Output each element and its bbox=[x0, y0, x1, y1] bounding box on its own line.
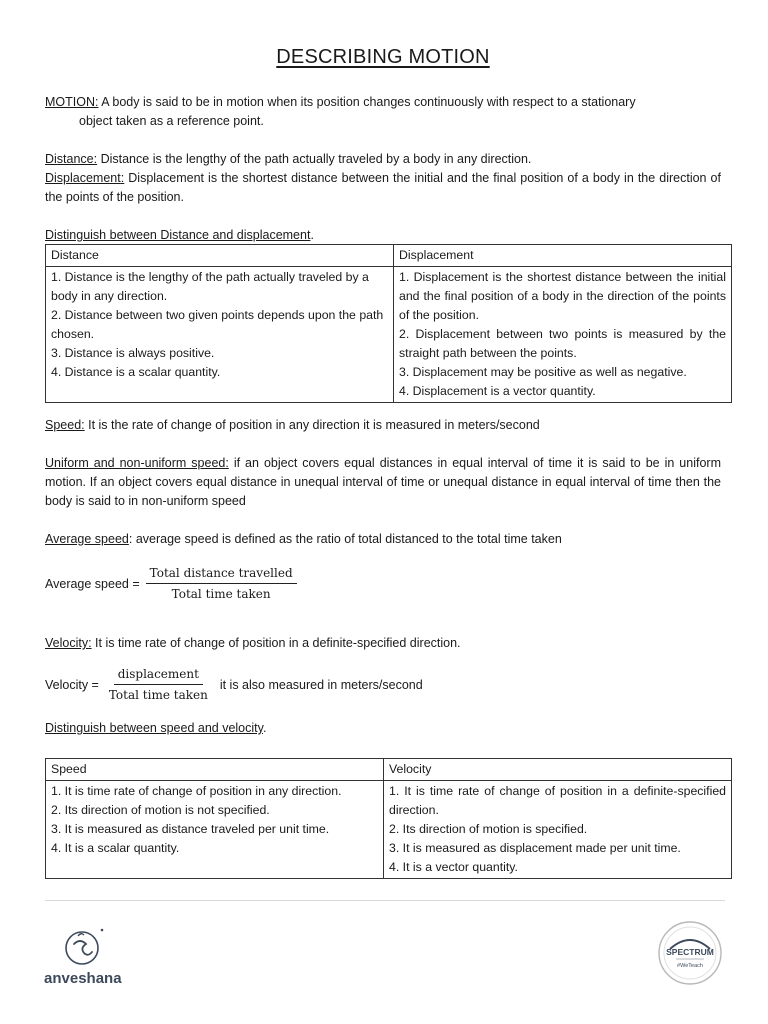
motion-text-2: object taken as a reference point. bbox=[79, 114, 264, 128]
table1-heading-text: Distinguish between Distance and displacement bbox=[45, 228, 311, 242]
table-item: 4. It is a vector quantity. bbox=[389, 860, 518, 874]
table-header-row bbox=[46, 245, 732, 267]
average-text: : average speed is defined as the ratio of total distanced to the total time taken bbox=[128, 532, 562, 546]
table1-heading-tail: . bbox=[310, 228, 314, 242]
spectrum-seal-icon bbox=[656, 919, 724, 987]
displacement-colon: : bbox=[120, 171, 125, 185]
spectrum-seal-text: SPECTRUM bbox=[666, 947, 714, 957]
uniform-term: Uniform and non-uniform speed bbox=[45, 456, 226, 470]
table-item: 4. Displacement is a vector quantity. bbox=[399, 384, 596, 398]
distance-displacement-table bbox=[45, 244, 732, 403]
velocity-fraction bbox=[105, 667, 212, 702]
distance-term: Distance: bbox=[45, 152, 98, 166]
table-item: 2. Its direction of motion is not specified. bbox=[51, 803, 270, 817]
spectrum-logo bbox=[656, 919, 724, 987]
anveshana-logo bbox=[44, 924, 134, 990]
displacement-definition bbox=[45, 169, 721, 207]
table-item: 2. Its direction of motion is specified. bbox=[389, 822, 588, 836]
distance-definition bbox=[45, 150, 721, 169]
table-cell bbox=[384, 781, 732, 879]
velocity-formula-tail: it is also measured in meters/second bbox=[219, 677, 423, 692]
table-row bbox=[46, 781, 732, 879]
table-item: 3. It is measured as distance traveled per unit time. bbox=[51, 822, 330, 836]
displacement-text: Displacement is the shortest distance between the initial and the final position of a body in the direction of the points of the position. bbox=[45, 171, 721, 204]
speed-term: Speed: bbox=[45, 418, 85, 432]
table-cell bbox=[46, 781, 384, 879]
velocity-term: Velocity bbox=[45, 636, 89, 650]
table-item: 3. Displacement may be positive as well as negative. bbox=[399, 365, 687, 379]
average-denominator: Total time taken bbox=[171, 587, 271, 601]
table-header-row bbox=[46, 759, 732, 781]
average-speed-definition bbox=[45, 530, 721, 549]
table-item: 2. Distance between two given points depends upon the path chosen. bbox=[51, 308, 384, 341]
table2-heading-text: Distinguish between speed and velocity bbox=[45, 721, 263, 735]
table-item: 4. Distance is a scalar quantity. bbox=[51, 365, 221, 379]
average-term: Average speed bbox=[45, 532, 129, 546]
table2-heading-tail: . bbox=[262, 721, 267, 735]
velocity-definition bbox=[45, 634, 721, 653]
table2-heading bbox=[45, 719, 721, 738]
footer-divider bbox=[45, 900, 725, 901]
average-formula-label: Average speed = bbox=[45, 576, 140, 591]
spectrum-seal-tag: #WeTeach bbox=[677, 963, 703, 969]
table-item: 3. It is measured as displacement made per unit time. bbox=[389, 841, 681, 855]
table-item: 1. Distance is the lengthy of the path actually traveled by a body in any direction. bbox=[51, 270, 369, 303]
table-item: 1. Displacement is the shortest distance between the initial and the final position of a body in the direction of the points of the position. bbox=[399, 270, 726, 322]
table-item: 3. Distance is always positive. bbox=[51, 346, 215, 360]
motion-definition bbox=[45, 93, 721, 131]
table-cell bbox=[394, 267, 732, 403]
motion-term: MOTION: bbox=[45, 95, 99, 109]
table1-heading bbox=[45, 226, 721, 245]
speed-text: It is the rate of change of position in any direction it is measured in meters/second bbox=[84, 418, 540, 432]
anveshana-emblem-icon bbox=[62, 924, 106, 970]
table-header-cell: Speed bbox=[46, 759, 384, 781]
table-cell bbox=[46, 267, 394, 403]
table-row bbox=[46, 267, 732, 403]
speed-definition bbox=[45, 416, 721, 435]
velocity-text: It is time rate of change of position in a definite-specified direction. bbox=[91, 636, 461, 650]
anveshana-wordmark: anveshana bbox=[44, 970, 122, 987]
motion-text-1: A body is said to be in motion when its position changes continuously with respect to a stationary bbox=[98, 95, 636, 109]
table-header-cell: Displacement bbox=[394, 245, 732, 267]
table-item: 2. Displacement between two points is measured by the straight path between the points. bbox=[399, 327, 726, 360]
table-item: 1. It is time rate of change of position in a definite-specified direction. bbox=[389, 784, 726, 817]
page-title: DESCRIBING MOTION bbox=[276, 46, 490, 68]
average-numerator: Total distance travelled bbox=[146, 566, 297, 584]
table-item: 1. It is time rate of change of position in any direction. bbox=[51, 784, 342, 798]
velocity-formula bbox=[45, 667, 423, 702]
table-item: 4. It is a scalar quantity. bbox=[51, 841, 180, 855]
velocity-numerator: displacement bbox=[114, 667, 203, 685]
table-header-cell: Distance bbox=[46, 245, 394, 267]
average-fraction bbox=[146, 566, 297, 601]
average-speed-formula bbox=[45, 566, 297, 601]
velocity-colon: : bbox=[88, 636, 92, 650]
uniform-text: if an object covers equal distances in equal interval of time it is said to be in uniform motion. If an object covers equal distance in unequal interval of time or unequal distance in equal interval of time then the body is said to in non-uniform speed bbox=[45, 456, 721, 508]
velocity-denominator: Total time taken bbox=[108, 688, 208, 702]
displacement-term: Displacement bbox=[45, 171, 121, 185]
table-header-cell: Velocity bbox=[384, 759, 732, 781]
distance-text: Distance is the lengthy of the path actually traveled by a body in any direction. bbox=[97, 152, 532, 166]
velocity-formula-label: Velocity = bbox=[45, 677, 99, 692]
uniform-colon: : bbox=[225, 456, 229, 470]
uniform-speed-definition bbox=[45, 454, 721, 511]
speed-velocity-table bbox=[45, 758, 732, 879]
